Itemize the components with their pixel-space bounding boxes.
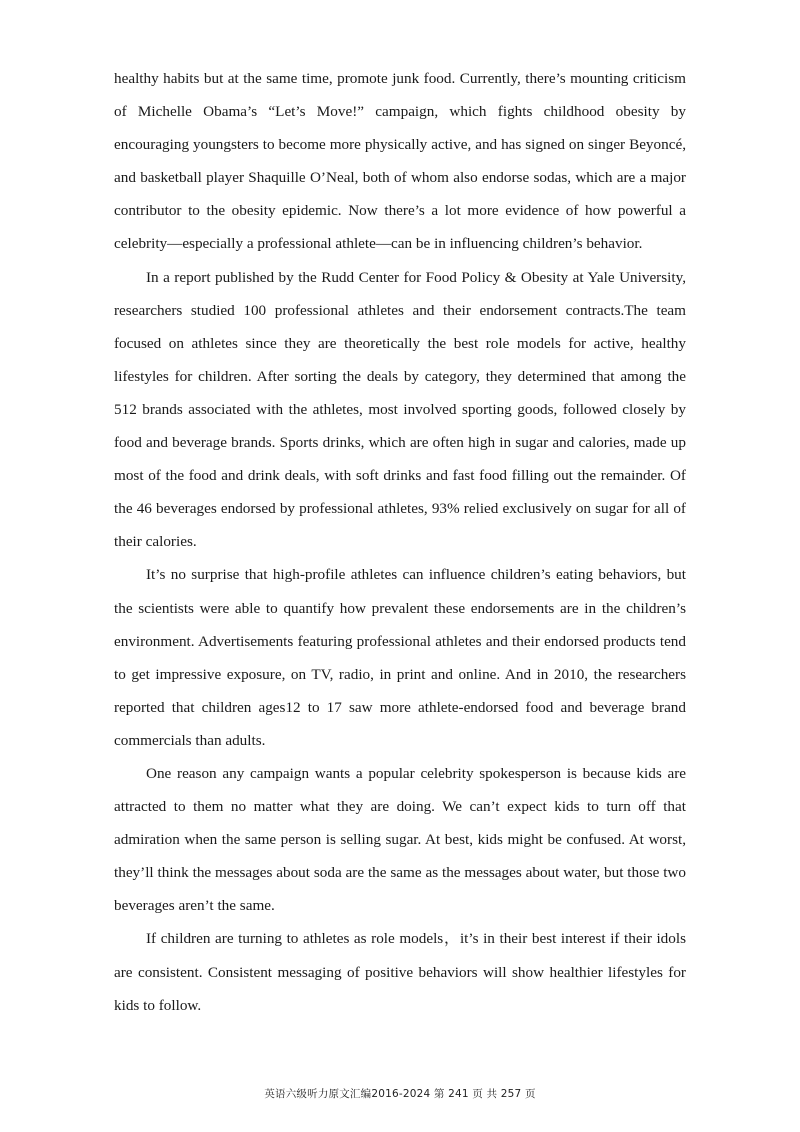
paragraph-athlete-influence: It’s no surprise that high-profile athletes can influence children’s eating behaviors, but the scientists were able to quantify how prevalent these endorsements are in the children’s environment. Advertisements featuring professional athletes and their endorsed products tend to get impressive exposure, on TV, radio, in print and online. And in 2010, the researchers reported that children ages12 to 17 saw more athlete-endorsed food and beverage brand commercials than adults. xyxy=(114,566,686,749)
document-body xyxy=(114,62,686,1022)
paragraph-celebrity-spokesperson: One reason any campaign wants a popular celebrity spokesperson is because kids are attracted to them no matter what they are doing. We can’t expect kids to turn off that admiration when the same person is selling sugar. At best, kids might be confused. At worst, they’ll think the messages about soda are the same as the messages about water, but those two beverages aren’t the same. xyxy=(114,764,686,915)
paragraph-continued: healthy habits but at the same time, promote junk food. Currently, there’s mounting criticism of Michelle Obama’s “Let’s Move!” campaign, which fights childhood obesity by encouraging youngsters to become more physically active, and has signed on singer Beyoncé, and basketball player Shaquille O’Neal, both of whom also endorse sodas, which are a major contributor to the obesity epidemic. Now there’s a lot more evidence of how powerful a celebrity—especially a professional athlete—can be in influencing children’s behavior. xyxy=(114,70,686,253)
paragraph-rudd-center-report: In a report published by the Rudd Center for Food Policy & Obesity at Yale University, researchers studied 100 professional athletes and their endorsement contracts.The team focused on athletes since they are theoretically the best role models for active, healthy lifestyles for children. After sorting the deals by category, they determined that among the 512 brands associated with the athletes, most involved sporting goods, followed closely by food and beverage brands. Sports drinks, which are often high in sugar and calories, made up most of the food and drink deals, with soft drinks and fast food filling out the remainder. Of the 46 beverages endorsed by professional athletes, 93% relied exclusively on sugar for all of their calories. xyxy=(114,268,686,551)
paragraph-consistent-messaging: If children are turning to athletes as role models，it’s in their best interest if their idols are consistent. Consistent messaging of positive behaviors will show healthier lifestyles for kids to follow. xyxy=(114,930,686,1014)
page-footer: 英语六级听力原文汇编2016-2024 第 241 页 共 257 页 xyxy=(264,1088,536,1100)
